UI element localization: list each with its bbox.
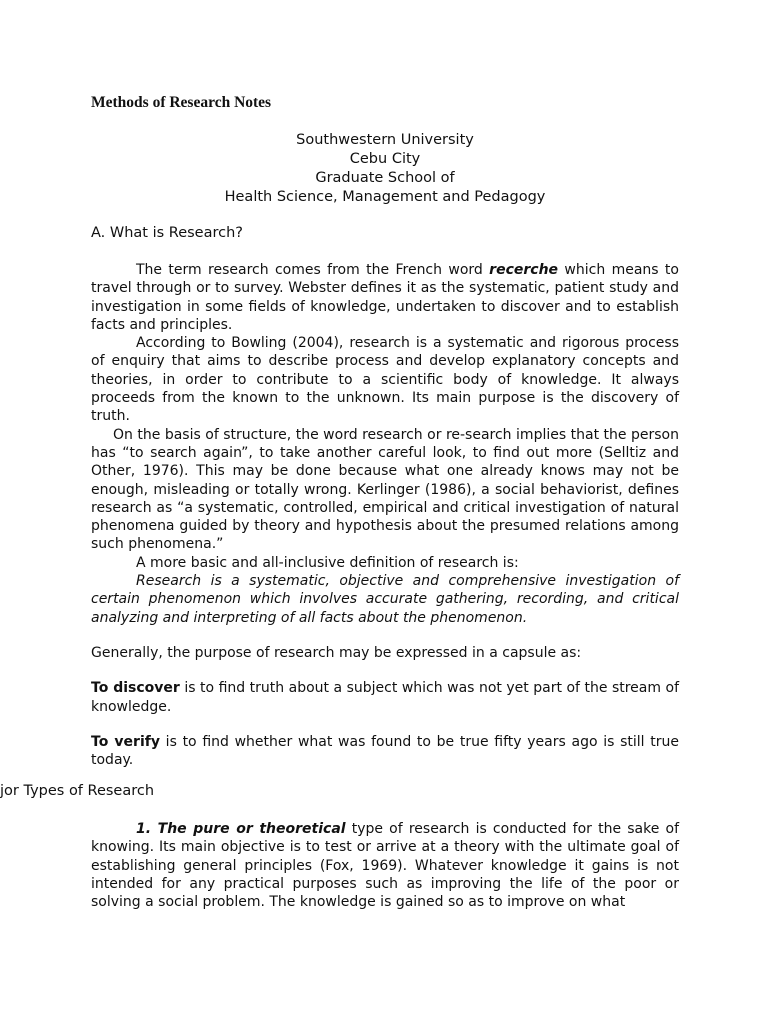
school-name: Graduate School of bbox=[315, 170, 455, 186]
paragraph-purpose: Generally, the purpose of research may be expressed in a capsule as: bbox=[91, 644, 582, 661]
paragraph-term-origin bbox=[91, 261, 679, 334]
pure-research-label: 1. The pure or theoretical bbox=[136, 821, 346, 837]
paragraph-bowling: According to Bowling (2004), research is a systematic and rigorous process of enquiry that aims to describe process and develop explanatory concepts and theories, in order to contribute to a scientific body of knowledge. It always proceeds from the known to the unknown. Its main purpose is the discovery of truth. bbox=[91, 335, 679, 425]
paragraph-definition: Research is a systematic, objective and comprehensive investigation of certain phenomenon which involves accurate gathering, recording, and critical analyzing and interpreting of all facts about the phenomenon. bbox=[91, 573, 679, 626]
to-verify-label: To verify bbox=[91, 733, 160, 750]
to-discover-label: To discover bbox=[91, 680, 180, 697]
institution-header bbox=[91, 131, 679, 207]
to-discover-text: is to find truth about a subject which was not yet part of the stream of knowledge. bbox=[91, 680, 679, 715]
paragraph-definition-intro: A more basic and all-inclusive definition of research is: bbox=[136, 554, 519, 571]
paragraph-to-discover bbox=[91, 679, 679, 716]
pure-research-text: type of research is conducted for the sake of knowing. Its main objective is to test or arrive at a theory with the ultimate goal of establishing general principles (Fox, 1969). Whatever knowledge it gains is not intended for any practical purposes such as improving the life of the poor or solving a social problem. The knowledge is gained so as to improve on what bbox=[91, 821, 679, 911]
department-name: Health Science, Management and Pedagogy bbox=[224, 189, 546, 205]
to-verify-text: is to find whether what was found to be true fifty years ago is still true today. bbox=[91, 733, 679, 769]
document-title: Methods of Research Notes bbox=[91, 94, 272, 111]
paragraph-to-verify bbox=[91, 733, 679, 770]
section-b-heading: jor Types of Research bbox=[0, 783, 155, 799]
university-name: Southwestern University bbox=[296, 132, 474, 148]
city-name: Cebu City bbox=[349, 151, 421, 167]
paragraph-pure-research bbox=[91, 820, 679, 911]
section-a-body bbox=[91, 261, 679, 769]
paragraph-structure: On the basis of structure, the word research or re-search implies that the person has “to search again”, to take another careful look, to find out more (Selltiz and Other, 1976). This may be done because what one already knows may not be enough, misleading or totally wrong. Kerlinger (1986), a social behaviorist, defines research as “a systematic, controlled, empirical and critical investigation of natural phenomena guided by theory and hypothesis about the presumed relations among such phenomena.” bbox=[91, 426, 679, 553]
p1-text-c: which means to travel through or to survey. Webster defines it as the systematic, patient study and investigation in some fields of knowledge, undertaken to discover and to establish facts and principles. bbox=[91, 262, 679, 333]
section-b-body bbox=[91, 820, 679, 911]
section-a-heading: A. What is Research? bbox=[91, 225, 243, 241]
p1-emphasis-word: recerche bbox=[489, 262, 559, 278]
p1-text-a: The term research comes from the French word bbox=[136, 262, 490, 278]
